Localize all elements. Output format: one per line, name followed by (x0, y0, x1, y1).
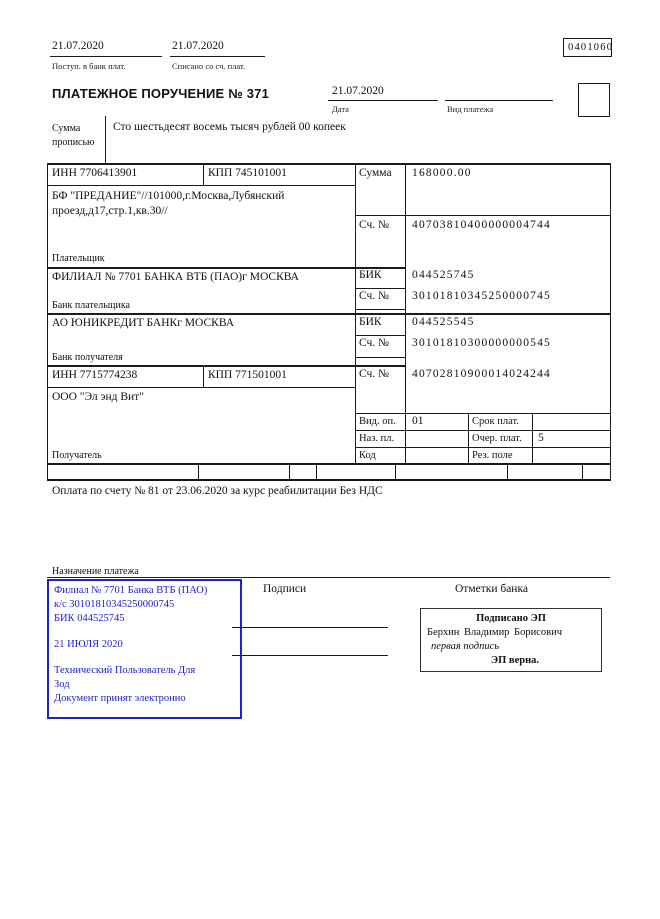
payer-bank-bik: 044525745 (412, 269, 475, 281)
pay-priority-label: Очер. плат. (472, 433, 522, 444)
form-code: 0401060 (568, 42, 614, 53)
op-kind-label: Вид. оп. (359, 416, 396, 427)
payee-bank-bik: 044525545 (412, 316, 475, 328)
table-border (203, 365, 204, 387)
reserve-field-label: Рез. поле (472, 450, 513, 461)
payment-kind-label: Вид платежа (447, 104, 494, 114)
amount-in-words: Сто шестьдесят восемь тысяч рублей 00 копеек (113, 121, 346, 133)
bank-marks-label: Отметки банка (455, 583, 528, 595)
pay-priority-value: 5 (538, 432, 544, 444)
sum-label: Сумма (359, 167, 392, 179)
form-code-box (563, 38, 612, 57)
table-border (355, 447, 610, 448)
payee-bank-name: АО ЮНИКРЕДИТ БАНКг МОСКВА (52, 317, 235, 329)
table-border (203, 163, 204, 185)
fields-row-divider (507, 463, 508, 479)
table-border (355, 335, 405, 336)
payer-inn: ИНН 7706413901 (52, 167, 138, 179)
table-border (405, 163, 406, 463)
payee-label: Получатель (52, 450, 102, 461)
fields-row-divider (395, 463, 396, 479)
table-border (355, 357, 405, 358)
payee-bank-account: 30101810300000000545 (412, 337, 551, 349)
payee-inn: ИНН 7715774238 (52, 369, 138, 381)
payer-label: Плательщик (52, 253, 105, 264)
table-border (47, 163, 48, 481)
purpose-underline (47, 577, 610, 578)
signature-verified: ЭП верна. (491, 655, 540, 666)
fields-row-divider (316, 463, 317, 479)
table-border (47, 365, 405, 367)
payer-bank-account: 30101810345250000745 (412, 290, 551, 302)
table-border (47, 267, 405, 269)
fields-row-divider (198, 463, 199, 479)
payer-name: БФ "ПРЕДАНИЕ"//101000,г.Москва,Лубянский проезд,д17,стр.1,кв.30// (52, 190, 285, 217)
payment-purpose-text: Оплата по счету № 81 от 23.06.2020 за курс реабилитации Без НДС (52, 485, 383, 497)
table-border (355, 288, 405, 289)
table-border (355, 413, 610, 414)
payer-account-label: Сч. № (359, 219, 390, 231)
payer-account: 40703810400000004744 (412, 219, 551, 231)
table-border (47, 313, 610, 315)
payer-bank-label: Банк плательщика (52, 300, 130, 311)
op-kind-value: 01 (412, 415, 424, 427)
debited-label: Списано со сч. плат. (172, 61, 246, 71)
table-border (468, 413, 469, 463)
table-border (532, 413, 533, 463)
amount-words-divider (105, 116, 106, 163)
table-bottom-border (47, 479, 610, 481)
fields-row-divider (289, 463, 290, 479)
payment-purpose-label: Назначение платежа (52, 566, 139, 577)
date-label: Дата (332, 104, 349, 114)
payer-bank-bik-label: БИК (359, 269, 382, 281)
debited-date-underline (170, 56, 265, 57)
electronic-signature-stamp (420, 608, 602, 672)
table-border (355, 430, 610, 431)
document-title: ПЛАТЕЖНОЕ ПОРУЧЕНИЕ № 371 (52, 86, 270, 101)
payee-bank-account-label: Сч. № (359, 337, 390, 349)
received-in-bank-label: Поступ. в банк плат. (52, 61, 126, 71)
signed-title: Подписано ЭП (476, 613, 546, 624)
bank-stamp (47, 579, 242, 719)
table-border (355, 215, 610, 216)
payee-kpp: КПП 771501001 (208, 369, 287, 381)
document-date: 21.07.2020 (332, 85, 384, 97)
payer-bank-name: ФИЛИАЛ № 7701 БАНКА ВТБ (ПАО)г МОСКВА (52, 271, 299, 283)
stamp-line: Технический Пользователь Для (54, 665, 196, 676)
table-border (610, 163, 611, 481)
date-underline (328, 100, 438, 101)
payee-account-label: Сч. № (359, 368, 390, 380)
payer-bank-account-label: Сч. № (359, 290, 390, 302)
signature-line (232, 655, 388, 656)
table-border (47, 387, 355, 388)
table-border (355, 163, 356, 463)
signature-kind: первая подпись (431, 641, 500, 652)
sum-value: 168000.00 (412, 167, 472, 179)
fields-row-divider (582, 463, 583, 479)
payment-kind-checkbox (578, 83, 610, 117)
table-border (47, 463, 610, 465)
payee-account: 40702810900014024244 (412, 368, 551, 380)
payee-bank-label: Банк получателя (52, 352, 123, 363)
stamp-date: 21 ИЮЛЯ 2020 (54, 639, 123, 650)
received-date-underline (50, 56, 162, 57)
stamp-line: Филиал № 7701 Банка ВТБ (ПАО) (54, 585, 208, 596)
payee-name: ООО "Эл энд Вит" (52, 391, 144, 403)
table-border (47, 163, 610, 165)
amount-words-label-1: Сумма (52, 123, 81, 134)
payee-bank-bik-label: БИК (359, 316, 382, 328)
payer-kpp: КПП 745101001 (208, 167, 287, 179)
received-in-bank-date: 21.07.2020 (52, 40, 104, 52)
signer-name: Берхин Владимир Борисович (427, 627, 562, 638)
stamp-line: Зод (54, 679, 70, 690)
debited-date: 21.07.2020 (172, 40, 224, 52)
amount-words-label-2: прописью (52, 137, 95, 148)
pay-term-label: Срок плат. (472, 416, 519, 427)
table-border (355, 309, 405, 310)
payment-kind-underline (445, 100, 553, 101)
table-border (47, 185, 355, 186)
code-label: Код (359, 450, 376, 461)
signatures-label: Подписи (263, 583, 307, 595)
stamp-line: к/с 30101810345250000745 (54, 599, 175, 610)
stamp-line: Документ принят электронно (54, 693, 186, 704)
stamp-line: БИК 044525745 (54, 613, 125, 624)
pay-purpose-label: Наз. пл. (359, 433, 395, 444)
signature-line (232, 627, 388, 628)
